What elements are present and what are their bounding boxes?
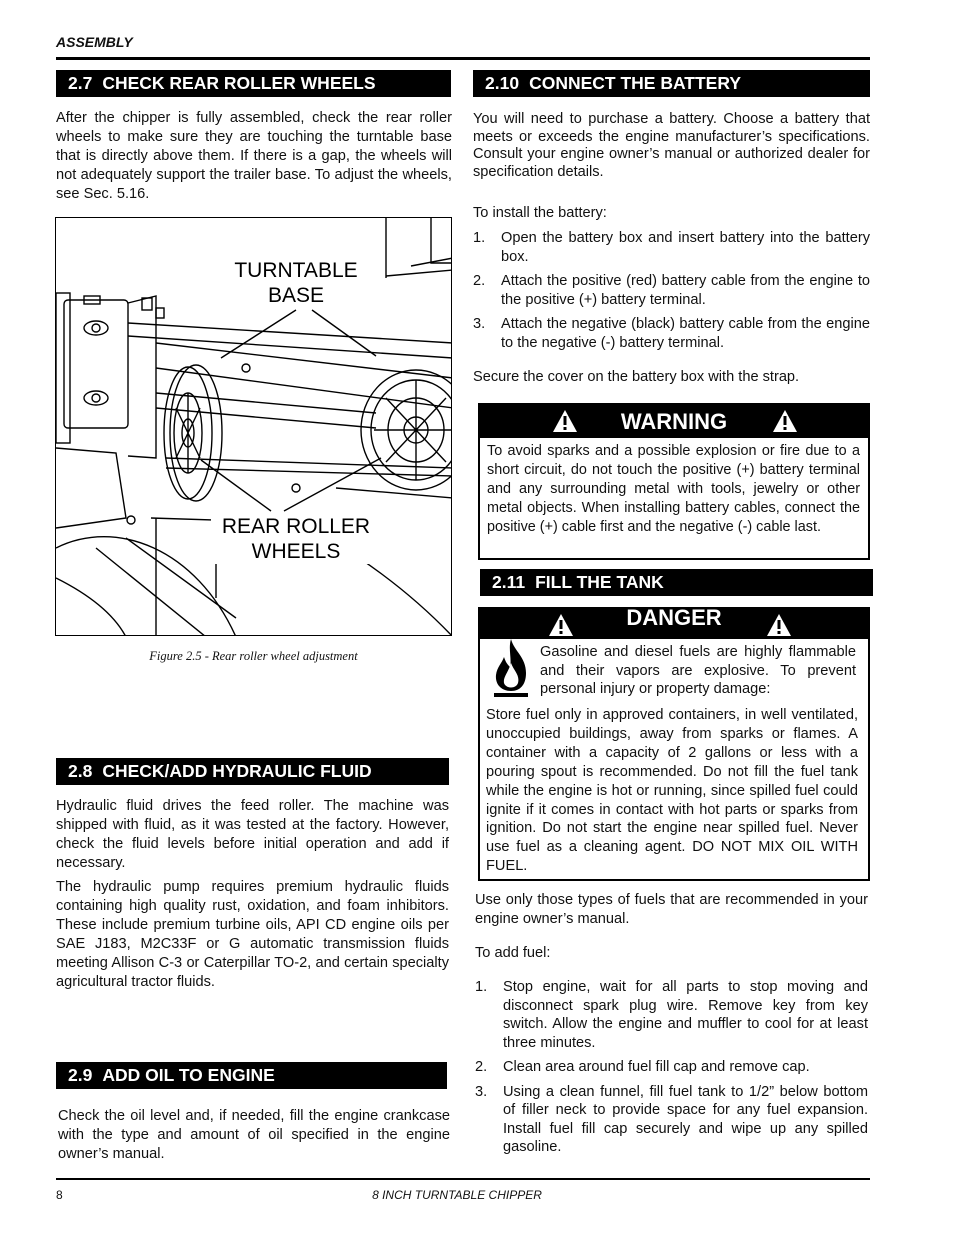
step-text: Open the battery box and insert battery into the battery box. xyxy=(501,230,870,265)
danger-header xyxy=(480,605,868,639)
warning-text: To avoid sparks and a possible explosion or fire due to a short circuit, do not touch the positive (+) battery terminal and any surrounding metal with tools, jewelry or other metal objects. When installing battery cables, connect the positive (+) cable first and the negative (-) cable last. xyxy=(487,443,860,535)
step-text: Attach the negative (black) battery cable from the engine to the negative (-) battery terminal. xyxy=(501,316,870,351)
warning-triangle-icon xyxy=(772,409,798,433)
section-2-9-body: Check the oil level and, if needed, fill the engine crankcase with the type and amount of oil specified in the engine owner’s manual. xyxy=(58,1108,450,1162)
step-number: 3. xyxy=(475,1083,488,1100)
list-item xyxy=(473,229,870,266)
section-2-7-body: After the chipper is fully assembled, check the rear roller wheels to make sure they are touching the turntable base that is directly above them. If there is a gap, the wheels will not adequately support the trailer base. To adjust the wheels, see Sec. 5.16. xyxy=(56,110,452,202)
battery-steps xyxy=(473,229,870,358)
warning-box xyxy=(478,403,870,560)
danger-intro: Gasoline and diesel fuels are highly flammable and their vapors are explosive. To prevent personal injury or property damage: xyxy=(540,644,856,697)
section-number: 2.7 xyxy=(68,73,93,93)
label-line: BASE xyxy=(267,284,325,307)
warning-triangle-icon xyxy=(766,613,792,637)
section-number: 2.9 xyxy=(68,1065,93,1085)
list-item xyxy=(475,1058,868,1077)
section-2-8-heading xyxy=(56,758,449,785)
section-2-9-heading xyxy=(56,1062,447,1089)
step-number: 2. xyxy=(475,1059,488,1075)
secure-cover-text: Secure the cover on the battery box with the strap. xyxy=(473,369,800,385)
header-rule xyxy=(56,57,870,60)
step-number: 1. xyxy=(475,979,488,995)
figure-rear-roller xyxy=(55,217,452,636)
warning-header xyxy=(480,405,868,438)
section-title: CONNECT THE BATTERY xyxy=(529,73,742,93)
list-item xyxy=(475,1083,868,1157)
step-text: Attach the positive (red) battery cable from the engine to the positive (+) battery terminal. xyxy=(501,273,870,308)
section-number: 2.11 xyxy=(492,572,526,592)
section-2-8-paragraph-1: Hydraulic fluid drives the feed roller. The machine was shipped with fluid, as it was tested at the factory. However, check the fluid levels before initial operation and add if necessary. xyxy=(56,798,449,871)
list-item xyxy=(475,978,868,1052)
section-2-10-heading xyxy=(473,70,870,97)
add-fuel-intro: To add fuel: xyxy=(475,945,551,961)
danger-text: Store fuel only in approved containers, in well ventilated, unoccupied buildings, away from sparks or flames. A container with a capacity of 2 gallons or less with a pouring spout is recommended. Do not fill the fuel tank while the engine is hot or running, since spilled fuel could ignite if it comes in contact with hot parts or sparks from ignition. Do not start the engine near spilled fuel. Never use fuel as a cleaning agent. DO NOT MIX OIL WITH FUEL. xyxy=(486,707,858,875)
step-number: 3. xyxy=(473,316,486,332)
label-line: TURNTABLE xyxy=(234,259,358,282)
section-2-10-paragraph-1: You will need to purchase a battery. Choose a battery that meets or exceeds the engine manufacturer’s specifications. Consult your engine owner’s manual or authorized dealer for specification details. xyxy=(473,111,870,180)
step-number: 2. xyxy=(473,273,486,289)
warning-triangle-icon xyxy=(548,613,574,637)
section-number: 2.10 xyxy=(485,73,520,93)
section-title: CHECK/ADD HYDRAULIC FLUID xyxy=(102,761,372,781)
page-number: 8 xyxy=(56,1188,63,1202)
fuel-types-text: Use only those types of fuels that are recommended in your engine owner’s manual. xyxy=(475,892,868,927)
warning-triangle-icon xyxy=(552,409,578,433)
danger-title: DANGER xyxy=(626,605,722,630)
list-item xyxy=(473,272,870,309)
figure-caption: Figure 2.5 - Rear roller wheel adjustment xyxy=(149,649,358,663)
warning-title: WARNING xyxy=(620,409,728,434)
flame-icon xyxy=(490,637,532,699)
step-number: 1. xyxy=(473,230,486,246)
label-rear-roller-wheels xyxy=(211,514,381,564)
section-title: ADD OIL TO ENGINE xyxy=(102,1065,275,1085)
label-line: REAR ROLLER xyxy=(221,515,371,538)
footer-rule xyxy=(56,1178,870,1180)
fuel-steps xyxy=(475,978,868,1163)
install-intro: To install the battery: xyxy=(473,205,607,221)
step-text: Clean area around fuel fill cap and remove cap. xyxy=(503,1059,810,1075)
label-line: WHEELS xyxy=(251,540,341,563)
running-header: ASSEMBLY xyxy=(56,34,133,50)
section-2-8-paragraph-2: The hydraulic pump requires premium hydraulic fluids containing high quality rust, oxidation, and foam inhibitors. These include premium turbine oils, API CD engine oils per SAE J183, M2C33F or G automatic transmission fluids meeting Allison C-3 or Caterpillar TO-2, and certain specialty agricultural tractor fluids. xyxy=(56,879,449,990)
section-title: CHECK REAR ROLLER WHEELS xyxy=(102,73,376,93)
section-number: 2.8 xyxy=(68,761,93,781)
danger-box xyxy=(478,607,870,881)
step-text: Using a clean funnel, fill fuel tank to 1/2” below bottom of filler neck to provide space for any fuel expansion. Install fuel fill cap securely and wipe up any spilled gasoline. xyxy=(503,1083,868,1155)
step-text: Stop engine, wait for all parts to stop moving and disconnect spark plug wire. Remove key from key switch. Allow the engine and muffler to cool for at least three minutes. xyxy=(503,979,868,1051)
section-2-11-heading xyxy=(480,569,873,596)
list-item xyxy=(473,315,870,352)
section-title: FILL THE TANK xyxy=(535,572,664,592)
section-2-7-heading xyxy=(56,70,451,97)
label-turntable-base xyxy=(216,258,376,308)
footer-title: 8 INCH TURNTABLE CHIPPER xyxy=(372,1188,542,1202)
